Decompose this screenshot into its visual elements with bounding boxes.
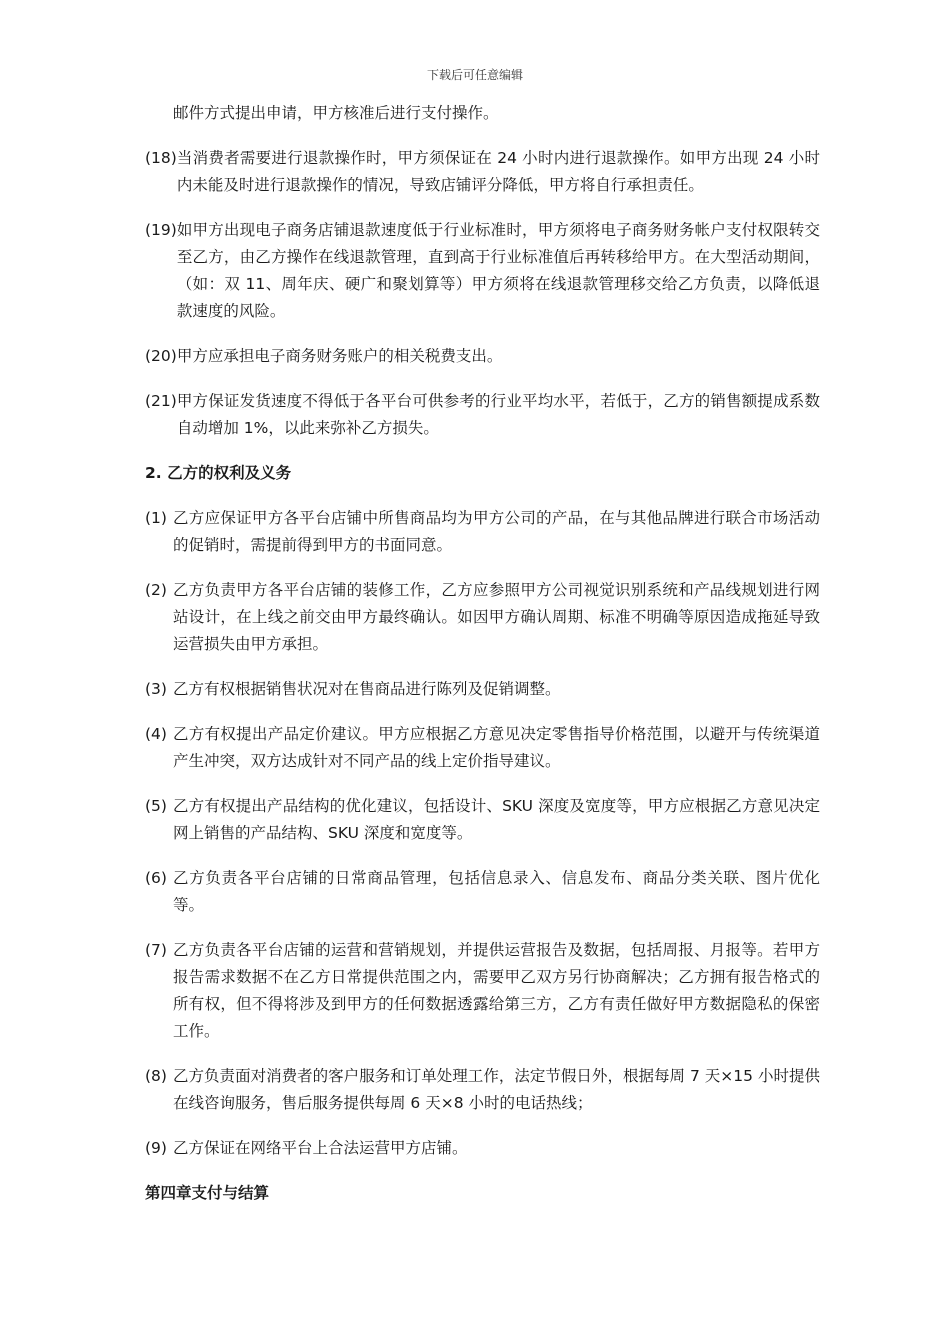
item-number: (8) [145, 1067, 167, 1085]
document-body [145, 100, 820, 1207]
item-text: 乙方保证在网络平台上合法运营甲方店铺。 [173, 1139, 468, 1157]
item-number: (19) [145, 221, 177, 239]
list-item [145, 343, 820, 370]
list-item [145, 937, 820, 1045]
item-number: (7) [145, 941, 167, 959]
list-item [145, 217, 820, 325]
list-item [145, 505, 820, 559]
list-item [145, 145, 820, 199]
item-text: 乙方负责甲方各平台店铺的装修工作，乙方应参照甲方公司视觉识别系统和产品线规划进行网站设计，在上线之前交由甲方最终确认。如因甲方确认周期、标准不明确等原因造成拖延导致运营损失由甲方承担。 [173, 581, 820, 653]
item-text: 乙方负责各平台店铺的运营和营销规划，并提供运营报告及数据，包括周报、月报等。若甲方报告需求数据不在乙方日常提供范围之内，需要甲乙双方另行协商解决；乙方拥有报告格式的所有权，但不得将涉及到甲方的任何数据透露给第三方，乙方有责任做好甲方数据隐私的保密工作。 [173, 941, 820, 1040]
item-text: 如甲方出现电子商务店铺退款速度低于行业标准时，甲方须将电子商务财务帐户支付权限转交至乙方，由乙方操作在线退款管理，直到高于行业标准值后再转移给甲方。在大型活动期间，（如：双 11、周年庆、硬广和聚划算等）甲方须将在线退款管理移交给乙方负责，以降低退款速度的风险。 [176, 221, 820, 320]
list-item [145, 721, 820, 775]
list-item [145, 1135, 820, 1162]
list-item [145, 793, 820, 847]
list-item [145, 577, 820, 658]
section-heading-party-b: 2. 乙方的权利及义务 [145, 464, 292, 482]
item-number: (18) [145, 149, 177, 167]
list-item [145, 676, 820, 703]
item-text: 乙方负责面对消费者的客户服务和订单处理工作，法定节假日外，根据每周 7 天×15 小时提供在线咨询服务，售后服务提供每周 6 天×8 小时的电话热线； [173, 1067, 820, 1112]
party-b-rights-list [145, 505, 820, 1162]
list-item [145, 1063, 820, 1117]
item-text: 乙方有权提出产品定价建议。甲方应根据乙方意见决定零售指导价格范围，以避开与传统渠道产生冲突，双方达成针对不同产品的线上定价指导建议。 [173, 725, 820, 770]
item-number: (3) [145, 680, 167, 698]
item-text: 乙方有权提出产品结构的优化建议，包括设计、SKU 深度及宽度等，甲方应根据乙方意见决定网上销售的产品结构、SKU 深度和宽度等。 [173, 797, 820, 842]
item-text: 甲方保证发货速度不得低于各平台可供参考的行业平均水平，若低于，乙方的销售额提成系数自动增加 1%，以此来弥补乙方损失。 [176, 392, 820, 437]
item-text: 当消费者需要进行退款操作时，甲方须保证在 24 小时内进行退款操作。如甲方出现 24 小时内未能及时进行退款操作的情况，导致店铺评分降低，甲方将自行承担责任。 [176, 149, 820, 194]
page-header: 下载后可任意编辑 [426, 68, 523, 82]
item-number: (4) [145, 725, 167, 743]
party-a-obligations-list [145, 145, 820, 442]
item-text: 甲方应承担电子商务财务账户的相关税费支出。 [176, 347, 503, 365]
list-item [145, 388, 820, 442]
item-number: (9) [145, 1139, 167, 1157]
item-number: (2) [145, 581, 167, 599]
item-text: 乙方负责各平台店铺的日常商品管理，包括信息录入、信息发布、商品分类关联、图片优化等。 [173, 869, 820, 914]
chapter-heading-payment: 第四章支付与结算 [145, 1184, 270, 1202]
list-item [145, 865, 820, 919]
continuation-paragraph: 邮件方式提出申请，甲方核准后进行支付操作。 [173, 104, 499, 122]
item-number: (6) [145, 869, 167, 887]
item-text: 乙方应保证甲方各平台店铺中所售商品均为甲方公司的产品，在与其他品牌进行联合市场活动的促销时，需提前得到甲方的书面同意。 [173, 509, 820, 554]
item-text: 乙方有权根据销售状况对在售商品进行陈列及促销调整。 [173, 680, 561, 698]
item-number: (5) [145, 797, 167, 815]
item-number: (20) [145, 347, 177, 365]
item-number: (21) [145, 392, 177, 410]
item-number: (1) [145, 509, 167, 527]
